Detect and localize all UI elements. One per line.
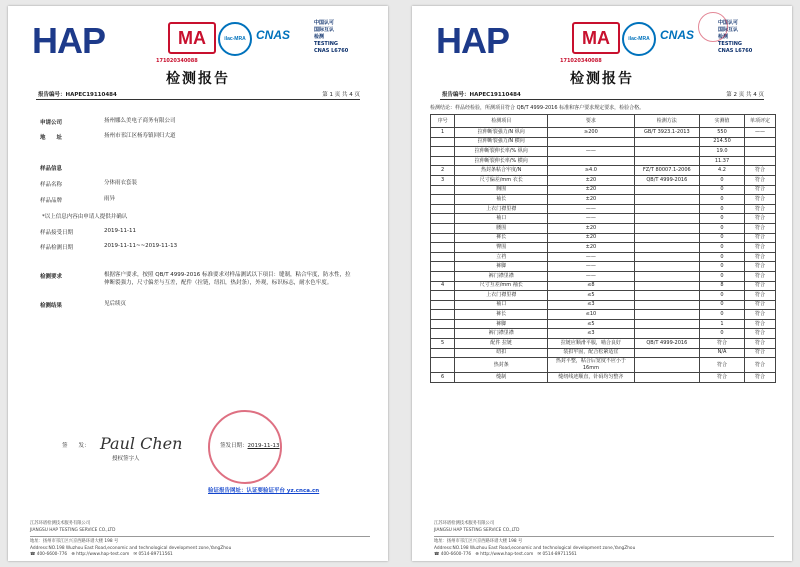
ma-cert-number: 171020340088 <box>156 58 198 64</box>
table-row <box>431 128 776 138</box>
table-cell: 符合 <box>744 310 775 320</box>
result-label: 检测结果 <box>40 303 63 309</box>
cnas-line: TESTING <box>718 41 742 47</box>
table-cell: 符合 <box>744 233 775 243</box>
footer-web[interactable]: http://www.hap-test.com <box>480 552 534 557</box>
table-row <box>431 271 776 281</box>
table-cell <box>634 262 700 272</box>
table-cell: 上衣门襟里襟 <box>455 204 548 214</box>
table-cell: 上衣门襟里襟 <box>455 291 548 301</box>
table-cell: FZ/T 80007.1-2006 <box>634 166 700 176</box>
conclusion: 检测结论：样品经检验，所测项目符合 QB/T 4999-2016 标准和客户要求规定要求，检验合格。 <box>430 105 645 111</box>
table-cell: ±20 <box>548 185 634 195</box>
table-cell <box>634 291 700 301</box>
footer-fax: 0514-89711561 <box>138 552 173 557</box>
table-cell: ±20 <box>548 223 634 233</box>
table-row <box>431 348 776 358</box>
table-cell: 3 <box>431 175 455 185</box>
table-row <box>431 223 776 233</box>
table-cell: ≤10 <box>548 310 634 320</box>
footer-company-en: JIANGSU HAP TESTING SERVICE CO.,LTD <box>30 527 116 533</box>
table-cell: 0 <box>700 243 745 253</box>
table-cell: 袖口 <box>455 214 548 224</box>
table-cell <box>431 185 455 195</box>
table-cell <box>431 300 455 310</box>
report-page-1 <box>8 6 388 561</box>
table-cell <box>634 156 700 166</box>
report-no-value: HAPEC19110484 <box>65 92 117 98</box>
table-row <box>431 214 776 224</box>
table-cell: 裤门襟里襟 <box>455 329 548 339</box>
table-cell: QB/T 4999-2016 <box>634 339 700 349</box>
sample-name-label: 样品名称 <box>40 182 63 188</box>
brand-value: 雨异 <box>104 196 116 202</box>
footer-contacts: ☎ 400-6600-776 ⊕ http://www.hap-test.com ✉ 0514-89711561 <box>30 552 173 557</box>
issue-date-label: 签发日期： <box>220 443 248 449</box>
table-row <box>431 300 776 310</box>
table-cell <box>744 156 775 166</box>
info-note: *以上信息内容由申请人提供并确认 <box>42 214 128 220</box>
table-cell <box>634 373 700 383</box>
table-cell <box>634 329 700 339</box>
table-cell: 缝纫线迹顺直，针码均匀整齐 <box>548 373 634 383</box>
table-cell <box>431 329 455 339</box>
table-row <box>431 185 776 195</box>
footer-fax: 0514-89711561 <box>542 552 577 557</box>
verify-link[interactable]: 验证报告网址：认证要验证平台 yz.cnca.cn <box>208 488 320 494</box>
cnas-line: 中国认可 <box>314 20 335 26</box>
table-cell <box>431 252 455 262</box>
table-cell: 0 <box>700 233 745 243</box>
table-cell: 热封条粘合牢度/N <box>455 166 548 176</box>
footer-address-en: Address:NO.198 Wuzhou East Road,economic and technological development zone,YangZhou <box>30 545 232 551</box>
table-cell: 0 <box>700 185 745 195</box>
table-cell: 符合 <box>744 166 775 176</box>
table-cell: 符合 <box>744 223 775 233</box>
footer-company-cn: 江苏环谱检测技术服务有限公司 <box>434 521 495 526</box>
requirement-text: 根据客户要求，按照 QB/T 4999-2016 标准要求对样品测试以下项目：缝制，粘合牢度，防水性，拉伸断裂强力，尺寸偏差与互差，配件（拉链，纽扣，热封条），外观，标识标志，耐水色牢度。 <box>104 272 351 286</box>
table-cell <box>634 281 700 291</box>
sample-name-value: 分体雨衣套装 <box>104 180 138 186</box>
cnas-line: CNAS L6760 <box>314 48 349 54</box>
table-cell: 符合 <box>744 329 775 339</box>
table-row <box>431 156 776 166</box>
report-no-label: 报告编号： <box>38 92 66 98</box>
table-cell: ≤8 <box>548 281 634 291</box>
table-cell <box>634 137 700 147</box>
footer-address-en: Address:NO.198 Wuzhou East Road,economic and technological development zone,YangZhou <box>434 545 636 551</box>
table-cell <box>548 156 634 166</box>
col-header: 序号 <box>431 115 455 128</box>
table-cell: ≤3 <box>548 300 634 310</box>
table-cell <box>634 185 700 195</box>
footer-web[interactable]: http://www.hap-test.com <box>76 552 130 557</box>
table-row <box>431 291 776 301</box>
applicant-value: 扬州娜么美电子商务有限公司 <box>104 118 176 124</box>
issue-date <box>220 441 279 449</box>
table-cell: 6 <box>431 373 455 383</box>
table-cell: 符合 <box>744 214 775 224</box>
table-cell: —— <box>548 252 634 262</box>
table-cell <box>634 233 700 243</box>
table-cell: 裤长 <box>455 233 548 243</box>
table-cell: 热封条 <box>455 358 548 373</box>
table-cell: 0 <box>700 223 745 233</box>
table-cell: 符合 <box>744 358 775 373</box>
table-row <box>431 195 776 205</box>
table-cell <box>634 319 700 329</box>
table-cell: ±20 <box>548 175 634 185</box>
table-cell: 拉伸断裂伸长率/% 纵向 <box>455 147 548 157</box>
table-cell: 袖口 <box>455 300 548 310</box>
table-cell: 尺寸互差/mm 袖长 <box>455 281 548 291</box>
footer-contacts: ☎ 400-6600-776 ⊕ http://www.hap-test.com ✉ 0514-89711561 <box>434 552 577 557</box>
footer-company-cn: 江苏环谱检测技术服务有限公司 <box>30 521 91 526</box>
report-number <box>442 90 521 98</box>
table-cell <box>431 137 455 147</box>
table-cell: —— <box>548 214 634 224</box>
footer-tel: 400-6600-776 <box>440 552 472 557</box>
table-cell: 1 <box>700 319 745 329</box>
table-cell: 袖长 <box>455 195 548 205</box>
table-cell: 4.2 <box>700 166 745 176</box>
table-cell: 符合 <box>744 281 775 291</box>
table-cell <box>431 214 455 224</box>
applicant-label: 申请公司 <box>40 120 63 126</box>
results-table <box>430 114 776 383</box>
table-cell: 214.50 <box>700 137 745 147</box>
ma-mark: MA <box>168 22 216 54</box>
col-header: 检测项目 <box>455 115 548 128</box>
table-cell: 裤脚 <box>455 262 548 272</box>
table-cell <box>634 204 700 214</box>
cnas-line: 中国认可 <box>718 20 739 26</box>
table-row <box>431 233 776 243</box>
table-row <box>431 262 776 272</box>
table-cell: —— <box>548 271 634 281</box>
table-cell <box>548 137 634 147</box>
table-cell: ≤5 <box>548 291 634 301</box>
table-row <box>431 166 776 176</box>
table-cell: 0 <box>700 291 745 301</box>
table-cell: 裤门襟里襟 <box>455 271 548 281</box>
table-cell: 0 <box>700 214 745 224</box>
table-cell: 11.37 <box>700 156 745 166</box>
table-cell: ±20 <box>548 195 634 205</box>
table-cell: 0 <box>700 300 745 310</box>
table-cell: ±20 <box>548 243 634 253</box>
cnas-line: 国际互认 <box>314 27 335 33</box>
table-cell: 1 <box>431 128 455 138</box>
table-cell <box>431 310 455 320</box>
footer-address-cn: 地址：扬州市邗江区兴京西路环谱大楼 198 号 <box>30 539 119 544</box>
table-cell: 0 <box>700 329 745 339</box>
table-cell: 符合 <box>744 300 775 310</box>
table-cell: 0 <box>700 195 745 205</box>
table-cell: 拉链应顺滑平服，啮合良好 <box>548 339 634 349</box>
signature: Paul Chen <box>100 434 183 453</box>
table-row <box>431 137 776 147</box>
table-cell <box>634 223 700 233</box>
footer-company-en: JIANGSU HAP TESTING SERVICE CO.,LTD <box>434 527 520 533</box>
table-cell: 裤脚 <box>455 319 548 329</box>
report-title: 检测报告 <box>166 71 230 87</box>
table-cell <box>431 147 455 157</box>
table-cell: N/A <box>700 348 745 358</box>
report-number <box>38 90 117 98</box>
test-date-value: 2019-11-11~~2019-11-13 <box>104 243 178 249</box>
hap-logo: HAP <box>32 20 106 61</box>
cnas-line: CNAS L6760 <box>718 48 753 54</box>
signer-caption: 授权签字人 <box>112 456 140 462</box>
received-label: 样品接受日期 <box>40 230 74 236</box>
table-cell: 0 <box>700 175 745 185</box>
cnas-line: TESTING <box>314 41 338 47</box>
table-cell: 8 <box>700 281 745 291</box>
report-no-value: HAPEC19110484 <box>469 92 521 98</box>
table-cell: 符合 <box>744 195 775 205</box>
table-row <box>431 147 776 157</box>
table-cell: 热封平整，粘合后宽度不应小于16mm <box>548 358 634 373</box>
table-row <box>431 319 776 329</box>
table-row <box>431 175 776 185</box>
table-cell <box>634 214 700 224</box>
table-cell <box>431 271 455 281</box>
table-row <box>431 339 776 349</box>
table-row <box>431 310 776 320</box>
requirement-label: 检测要求 <box>40 274 63 280</box>
table-cell <box>431 319 455 329</box>
table-cell <box>634 147 700 157</box>
table-cell <box>634 243 700 253</box>
divider <box>36 99 360 100</box>
table-row <box>431 243 776 253</box>
table-row <box>431 204 776 214</box>
table-cell: ≥4.0 <box>548 166 634 176</box>
table-cell <box>431 243 455 253</box>
table-cell: 胸围 <box>455 185 548 195</box>
received-value: 2019-11-11 <box>104 228 136 234</box>
table-cell: ±20 <box>548 233 634 243</box>
table-cell: 腰围 <box>455 223 548 233</box>
table-cell: 0 <box>700 262 745 272</box>
footer-rule <box>30 536 370 537</box>
table-cell <box>431 223 455 233</box>
table-cell <box>634 195 700 205</box>
ilac-mra-logo: ilac-MRA <box>622 22 656 56</box>
table-cell: 配件 拉链 <box>455 339 548 349</box>
col-header: 检测方法 <box>634 115 700 128</box>
cnas-line: 检测 <box>314 34 325 40</box>
table-cell: 2 <box>431 166 455 176</box>
col-header: 单项评定 <box>744 115 775 128</box>
table-cell: 符合 <box>744 339 775 349</box>
table-cell <box>744 137 775 147</box>
table-cell: 尺寸偏差/mm 衣长 <box>455 175 548 185</box>
table-cell: QB/T 4999-2016 <box>634 175 700 185</box>
table-cell: 纽扣 <box>455 348 548 358</box>
table-cell <box>431 204 455 214</box>
page-number: 第 2 页 共 4 页 <box>726 92 764 98</box>
table-cell: 0 <box>700 310 745 320</box>
official-seal <box>698 12 728 42</box>
table-cell: —— <box>548 262 634 272</box>
table-cell: 拉伸断裂强力/N 横向 <box>455 137 548 147</box>
test-date-label: 样品检测日期 <box>40 245 74 251</box>
table-cell: 4 <box>431 281 455 291</box>
col-header: 实测值 <box>700 115 745 128</box>
brand-label: 样品品牌 <box>40 198 63 204</box>
result-value: 见后续页 <box>104 301 127 307</box>
table-cell: 立裆 <box>455 252 548 262</box>
sign-label: 签 发： <box>62 443 90 449</box>
table-cell: 裤长 <box>455 310 548 320</box>
footer <box>30 521 370 559</box>
cnas-logo: CNAS <box>256 28 291 42</box>
table-cell: 0 <box>700 204 745 214</box>
table-cell: 符合 <box>744 319 775 329</box>
table-cell: 臀围 <box>455 243 548 253</box>
page-number: 第 1 页 共 4 页 <box>322 92 360 98</box>
table-row <box>431 252 776 262</box>
table-cell <box>634 300 700 310</box>
table-row <box>431 329 776 339</box>
table-cell: ≥200 <box>548 128 634 138</box>
sample-info-label: 样品信息 <box>40 166 63 172</box>
table-cell: 5 <box>431 339 455 349</box>
issue-date-value: 2019-11-13 <box>247 443 280 449</box>
table-cell: 符合 <box>744 348 775 358</box>
table-cell <box>634 310 700 320</box>
cnas-line: 检测 <box>718 34 729 40</box>
table-cell <box>431 348 455 358</box>
table-cell: 缝制 <box>455 373 548 383</box>
table-cell <box>431 358 455 373</box>
table-cell: 550 <box>700 128 745 138</box>
table-row <box>431 281 776 291</box>
footer-tel: 400-6600-776 <box>36 552 68 557</box>
cnas-line: 国际互认 <box>718 27 739 33</box>
table-cell <box>634 358 700 373</box>
table-cell: 符合 <box>700 339 745 349</box>
table-header-row <box>431 115 776 128</box>
table-cell: 符合 <box>744 204 775 214</box>
report-page-2 <box>412 6 792 561</box>
table-cell <box>431 291 455 301</box>
table-cell: ≤3 <box>548 329 634 339</box>
table-cell: —— <box>548 147 634 157</box>
table-cell: 符合 <box>744 373 775 383</box>
table-cell: 符合 <box>744 252 775 262</box>
table-cell: 符合 <box>744 262 775 272</box>
table-cell: 符合 <box>700 373 745 383</box>
table-cell <box>634 348 700 358</box>
report-no-label: 报告编号： <box>442 92 470 98</box>
table-cell: 0 <box>700 252 745 262</box>
report-title: 检测报告 <box>570 71 634 87</box>
col-header: 要求 <box>548 115 634 128</box>
table-cell: 符合 <box>744 291 775 301</box>
table-cell: 装扣牢固，配合松紧适宜 <box>548 348 634 358</box>
address-value: 扬州市邗江区杨寿镇回归大道 <box>104 133 176 139</box>
table-cell: 符合 <box>744 243 775 253</box>
table-cell <box>431 195 455 205</box>
table-cell: —— <box>744 128 775 138</box>
table-cell <box>431 233 455 243</box>
table-cell <box>634 252 700 262</box>
table-cell: 符合 <box>744 271 775 281</box>
ilac-mra-logo: ilac-MRA <box>218 22 252 56</box>
table-cell: —— <box>548 204 634 214</box>
ma-cert-number: 171020340088 <box>560 58 602 64</box>
table-cell: 拉伸断裂强力/N 纵向 <box>455 128 548 138</box>
table-cell: 0 <box>700 271 745 281</box>
footer-address-cn: 地址：扬州市邗江区兴京西路环谱大楼 198 号 <box>434 539 523 544</box>
table-cell: 符合 <box>700 358 745 373</box>
table-cell <box>431 262 455 272</box>
cnas-logo: CNAS <box>660 28 695 42</box>
table-row <box>431 358 776 373</box>
results-table-body <box>431 128 776 383</box>
footer <box>434 521 774 559</box>
table-cell: 19.0 <box>700 147 745 157</box>
cnas-text <box>314 20 348 55</box>
footer-rule <box>434 536 774 537</box>
ma-mark: MA <box>572 22 620 54</box>
table-cell: 符合 <box>744 185 775 195</box>
table-cell: GB/T 3923.1-2013 <box>634 128 700 138</box>
table-cell <box>431 156 455 166</box>
table-cell: 符合 <box>744 175 775 185</box>
address-label: 地 址 <box>40 135 63 141</box>
table-cell: 拉伸断裂伸长率/% 横向 <box>455 156 548 166</box>
table-cell <box>744 147 775 157</box>
table-cell <box>634 271 700 281</box>
divider <box>440 99 764 100</box>
table-row <box>431 373 776 383</box>
hap-logo: HAP <box>436 20 510 61</box>
table-cell: ≤5 <box>548 319 634 329</box>
